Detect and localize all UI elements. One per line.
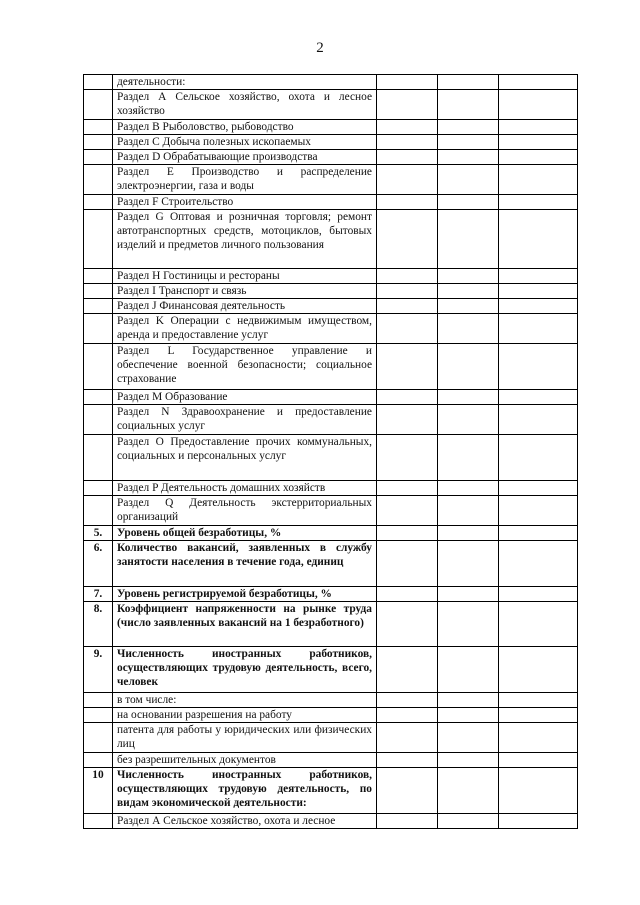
value-cell-3[interactable] [499, 344, 578, 390]
value-cell-3[interactable] [499, 435, 578, 481]
value-cell-2[interactable] [438, 723, 499, 753]
value-cell-1[interactable] [377, 90, 438, 120]
value-cell-3[interactable] [499, 150, 578, 165]
value-cell-2[interactable] [438, 344, 499, 390]
row-number [84, 120, 113, 135]
value-cell-1[interactable] [377, 753, 438, 768]
value-cell-3[interactable] [499, 541, 578, 587]
value-cell-1[interactable] [377, 405, 438, 435]
value-cell-3[interactable] [499, 135, 578, 150]
indicator-name: на основании разрешения на работу [113, 708, 377, 723]
value-cell-1[interactable] [377, 768, 438, 814]
value-cell-2[interactable] [438, 602, 499, 647]
value-cell-3[interactable] [499, 165, 578, 195]
value-cell-2[interactable] [438, 526, 499, 541]
value-cell-3[interactable] [499, 814, 578, 829]
value-cell-3[interactable] [499, 284, 578, 299]
row-number: 9. [84, 647, 113, 693]
table-row [84, 814, 578, 829]
value-cell-2[interactable] [438, 299, 499, 314]
table-row [84, 75, 578, 90]
value-cell-2[interactable] [438, 753, 499, 768]
value-cell-2[interactable] [438, 165, 499, 195]
value-cell-1[interactable] [377, 344, 438, 390]
value-cell-1[interactable] [377, 210, 438, 269]
table-row [84, 150, 578, 165]
value-cell-3[interactable] [499, 753, 578, 768]
table-row [84, 753, 578, 768]
indicator-name: Раздел B Рыболовство, рыбоводство [113, 120, 377, 135]
value-cell-2[interactable] [438, 405, 499, 435]
table-row [84, 299, 578, 314]
table-row [84, 344, 578, 390]
value-cell-1[interactable] [377, 587, 438, 602]
value-cell-3[interactable] [499, 314, 578, 344]
row-number [84, 75, 113, 90]
value-cell-3[interactable] [499, 587, 578, 602]
value-cell-2[interactable] [438, 210, 499, 269]
value-cell-1[interactable] [377, 284, 438, 299]
table-row [84, 135, 578, 150]
row-number [84, 299, 113, 314]
indicator-name: Раздел F Строительство [113, 195, 377, 210]
row-number [84, 723, 113, 753]
table-row [84, 165, 578, 195]
indicator-name: Уровень общей безработицы, % [113, 526, 377, 541]
indicator-name: Раздел I Транспорт и связь [113, 284, 377, 299]
indicator-name: Раздел C Добыча полезных ископаемых [113, 135, 377, 150]
value-cell-2[interactable] [438, 496, 499, 526]
value-cell-2[interactable] [438, 90, 499, 120]
indicator-name: Раздел M Образование [113, 390, 377, 405]
row-number [84, 435, 113, 481]
value-cell-3[interactable] [499, 526, 578, 541]
indicator-name: Количество вакансий, заявленных в службу занятости населения в течение года, единиц [113, 541, 377, 587]
value-cell-3[interactable] [499, 195, 578, 210]
value-cell-1[interactable] [377, 135, 438, 150]
row-number [84, 481, 113, 496]
row-number [84, 284, 113, 299]
value-cell-1[interactable] [377, 526, 438, 541]
table-row [84, 90, 578, 120]
value-cell-3[interactable] [499, 120, 578, 135]
row-number [84, 708, 113, 723]
value-cell-1[interactable] [377, 195, 438, 210]
row-number: 8. [84, 602, 113, 647]
value-cell-1[interactable] [377, 496, 438, 526]
value-cell-1[interactable] [377, 814, 438, 829]
value-cell-2[interactable] [438, 587, 499, 602]
row-number: 10 [84, 768, 113, 814]
row-number [84, 90, 113, 120]
indicator-name: Раздел L Государственное управление и обеспечение военной безопасности; социальное страхование [113, 344, 377, 390]
value-cell-2[interactable] [438, 435, 499, 481]
row-number [84, 269, 113, 284]
value-cell-3[interactable] [499, 75, 578, 90]
value-cell-3[interactable] [499, 496, 578, 526]
indicator-name: в том числе: [113, 693, 377, 708]
table-row [84, 314, 578, 344]
indicator-name: Раздел E Производство и распределение электроэнергии, газа и воды [113, 165, 377, 195]
value-cell-2[interactable] [438, 768, 499, 814]
value-cell-2[interactable] [438, 541, 499, 587]
value-cell-2[interactable] [438, 708, 499, 723]
indicator-name: Численность иностранных работников, осуществляющих трудовую деятельность, всего, человек [113, 647, 377, 693]
row-number [84, 135, 113, 150]
value-cell-2[interactable] [438, 75, 499, 90]
value-cell-1[interactable] [377, 269, 438, 284]
value-cell-3[interactable] [499, 405, 578, 435]
indicator-name: Раздел P Деятельность домашних хозяйств [113, 481, 377, 496]
indicator-name: Численность иностранных работников, осуществляющих трудовую деятельность, по видам экономической деятельности: [113, 768, 377, 814]
row-number [84, 693, 113, 708]
indicator-name: Уровень регистрируемой безработицы, % [113, 587, 377, 602]
value-cell-1[interactable] [377, 165, 438, 195]
value-cell-2[interactable] [438, 481, 499, 496]
row-number: 7. [84, 587, 113, 602]
row-number [84, 210, 113, 269]
value-cell-1[interactable] [377, 647, 438, 693]
value-cell-2[interactable] [438, 647, 499, 693]
table-row [84, 405, 578, 435]
value-cell-2[interactable] [438, 195, 499, 210]
indicator-name: патента для работы у юридических или физических лиц [113, 723, 377, 753]
value-cell-2[interactable] [438, 284, 499, 299]
row-number: 5. [84, 526, 113, 541]
value-cell-3[interactable] [499, 299, 578, 314]
value-cell-1[interactable] [377, 541, 438, 587]
value-cell-1[interactable] [377, 120, 438, 135]
table-row [84, 435, 578, 481]
value-cell-1[interactable] [377, 723, 438, 753]
row-number [84, 753, 113, 768]
table-row [84, 496, 578, 526]
value-cell-3[interactable] [499, 90, 578, 120]
table-row [84, 602, 578, 647]
indicator-name: Раздел J Финансовая деятельность [113, 299, 377, 314]
indicator-name: Раздел Q Деятельность экстерриториальных организаций [113, 496, 377, 526]
table-row [84, 647, 578, 693]
value-cell-3[interactable] [499, 647, 578, 693]
value-cell-1[interactable] [377, 75, 438, 90]
table-row [84, 541, 578, 587]
table-row [84, 693, 578, 708]
value-cell-1[interactable] [377, 481, 438, 496]
value-cell-2[interactable] [438, 314, 499, 344]
row-number [84, 344, 113, 390]
table-row [84, 195, 578, 210]
table-row [84, 390, 578, 405]
row-number [84, 150, 113, 165]
row-number [84, 165, 113, 195]
value-cell-3[interactable] [499, 602, 578, 647]
row-number [84, 814, 113, 829]
table-row [84, 210, 578, 269]
value-cell-1[interactable] [377, 602, 438, 647]
value-cell-1[interactable] [377, 390, 438, 405]
row-number [84, 314, 113, 344]
row-number: 6. [84, 541, 113, 587]
value-cell-2[interactable] [438, 120, 499, 135]
indicator-name: Раздел N Здравоохранение и предоставление социальных услуг [113, 405, 377, 435]
value-cell-3[interactable] [499, 723, 578, 753]
indicators-table [83, 74, 578, 829]
indicator-name: Раздел O Предоставление прочих коммунальных, социальных и персональных услуг [113, 435, 377, 481]
indicator-name: Раздел K Операции с недвижимым имуществом, аренда и предоставление услуг [113, 314, 377, 344]
indicator-name: деятельности: [113, 75, 377, 90]
indicator-name: Раздел H Гостиницы и рестораны [113, 269, 377, 284]
value-cell-2[interactable] [438, 269, 499, 284]
table-row [84, 481, 578, 496]
value-cell-3[interactable] [499, 390, 578, 405]
table-row [84, 723, 578, 753]
value-cell-2[interactable] [438, 390, 499, 405]
value-cell-1[interactable] [377, 150, 438, 165]
table-row [84, 768, 578, 814]
indicator-name: Коэффициент напряженности на рынке труда (число заявленных вакансий на 1 безработного) [113, 602, 377, 647]
value-cell-3[interactable] [499, 708, 578, 723]
table-row [84, 120, 578, 135]
indicator-name: Раздел А Сельское хозяйство, охота и лесное хозяйство [113, 90, 377, 120]
value-cell-3[interactable] [499, 481, 578, 496]
table-row [84, 284, 578, 299]
page-number: 2 [316, 40, 324, 56]
value-cell-3[interactable] [499, 693, 578, 708]
value-cell-3[interactable] [499, 210, 578, 269]
row-number [84, 405, 113, 435]
value-cell-2[interactable] [438, 150, 499, 165]
table-row [84, 587, 578, 602]
value-cell-2[interactable] [438, 135, 499, 150]
indicator-name: Раздел D Обрабатывающие производства [113, 150, 377, 165]
value-cell-2[interactable] [438, 814, 499, 829]
indicator-name: Раздел G Оптовая и розничная торговля; ремонт автотранспортных средств, мотоциклов, бытовых изделий и предметов личного пользования [113, 210, 377, 269]
value-cell-1[interactable] [377, 708, 438, 723]
row-number [84, 496, 113, 526]
value-cell-1[interactable] [377, 314, 438, 344]
value-cell-3[interactable] [499, 768, 578, 814]
table-row [84, 708, 578, 723]
table-body [84, 75, 578, 829]
indicator-name: Раздел А Сельское хозяйство, охота и лесное [113, 814, 377, 829]
row-number [84, 195, 113, 210]
value-cell-1[interactable] [377, 435, 438, 481]
value-cell-2[interactable] [438, 693, 499, 708]
indicator-name: без разрешительных документов [113, 753, 377, 768]
table-row [84, 526, 578, 541]
row-number [84, 390, 113, 405]
value-cell-1[interactable] [377, 693, 438, 708]
table-row [84, 269, 578, 284]
value-cell-1[interactable] [377, 299, 438, 314]
value-cell-3[interactable] [499, 269, 578, 284]
